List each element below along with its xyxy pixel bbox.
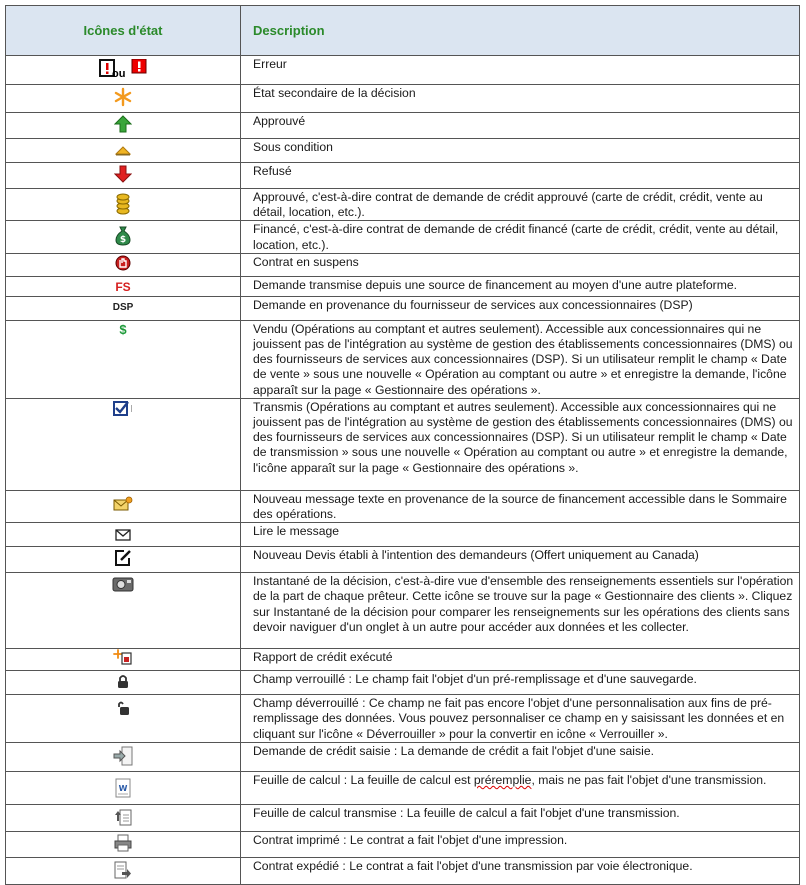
- checkbox-icon: [113, 400, 133, 416]
- row-description: Nouveau message texte en provenance de la source de financement accessible dans le Sommaire des opérations.: [241, 490, 800, 522]
- new-message-icon: [113, 496, 133, 512]
- row-description: Feuille de calcul transmise : La feuille de calcul a fait l'objet d'une transmission.: [241, 804, 800, 831]
- row-description: Champ déverrouillé : Ce champ ne fait pas encore l'objet d'une personnalisation aux fins de pré-remplissage des données. Vous pouvez personnaliser ce champ en y saisissant les données et en cliquant sur l'icône « Déverrouiller » pour la convertir en icône « Verrouiller ».: [241, 695, 800, 743]
- table-header: [6, 6, 800, 56]
- contract-sent-icon: [114, 861, 132, 879]
- table-row: [6, 253, 800, 276]
- entered-application-icon: [113, 746, 133, 766]
- table-row: [6, 490, 800, 522]
- row-description: Demande de crédit saisie : La demande de crédit a fait l'objet d'une saisie.: [241, 742, 800, 771]
- svg-text:W: W: [118, 783, 128, 793]
- table-row: [6, 221, 800, 253]
- credit-report-icon: [113, 649, 133, 665]
- row-description: Contrat expédié : Le contrat a fait l'objet d'une transmission par voie électronique.: [241, 857, 800, 884]
- row-description: Financé, c'est-à-dire contrat de demande de crédit financé (carte de crédit, crédit, vente au détail, location, etc.).: [241, 221, 800, 253]
- conditional-icon: [115, 146, 131, 156]
- or-label: ou: [112, 68, 126, 80]
- row-description: Sous condition: [241, 139, 800, 163]
- row-description: Nouveau Devis établi à l'intention des demandeurs (Offert uniquement au Canada): [241, 547, 800, 573]
- secondary-state-icon: [113, 87, 133, 107]
- table-row: [6, 671, 800, 695]
- table-row: [6, 573, 800, 649]
- table-row: [6, 56, 800, 85]
- lock-icon: [117, 674, 129, 689]
- hold-icon: [115, 255, 131, 271]
- dsp-icon: DSP: [112, 301, 134, 313]
- table-row: [6, 296, 800, 320]
- table-row: [6, 831, 800, 857]
- row-description: Lire le message: [241, 523, 800, 547]
- envelope-icon: [115, 529, 131, 541]
- row-description: Approuvé, c'est-à-dire contrat de demande de crédit approuvé (carte de crédit, crédit, vente au détail, location, etc.).: [241, 189, 800, 221]
- table-row: [6, 523, 800, 547]
- worksheet-icon: [115, 778, 131, 798]
- row-description: Vendu (Opérations au comptant et autres seulement). Accessible aux concessionnaires qui ne jouissent pas de l'intégration au système de gestion des établissements concessionnaires (DMS) ou des fournisseurs de services aux concessionnaires (DSP). Si un utilisateur remplit le champ « Date de vente » sous une nouvelle « Opération au comptant ou autre » et enregistre la demande, l'icône apparaît sur la page « Gestionnaire des opérations ».: [241, 320, 800, 398]
- printer-icon: [114, 834, 132, 852]
- edit-quote-icon: [114, 549, 132, 567]
- table-row: [6, 139, 800, 163]
- table-row: [6, 857, 800, 884]
- fs-icon: FS: [115, 279, 131, 294]
- row-description: Refusé: [241, 163, 800, 189]
- table-row: [6, 113, 800, 139]
- table-row: [6, 320, 800, 398]
- table-row: [6, 276, 800, 296]
- row-description: Contrat en suspens: [241, 253, 800, 276]
- table-row: [6, 85, 800, 113]
- row-description: Demande transmise depuis une source de financement au moyen d'une autre plateforme.: [241, 276, 800, 296]
- worksheet-sent-icon: [114, 808, 132, 826]
- table-row: [6, 189, 800, 221]
- row-description: État secondaire de la décision: [241, 85, 800, 113]
- table-row: [6, 398, 800, 490]
- table-row: [6, 649, 800, 671]
- table-row: [6, 804, 800, 831]
- row-description: Approuvé: [241, 113, 800, 139]
- header-icons: Icônes d'état: [6, 6, 241, 56]
- dollar-icon: $: [119, 321, 127, 337]
- money-bag-icon: [115, 226, 131, 246]
- row-description: Rapport de crédit exécuté: [241, 649, 800, 671]
- row-description: Feuille de calcul : La feuille de calcul est préremplie, mais ne pas fait l'objet d'une transmission.: [241, 771, 800, 804]
- table-row: [6, 695, 800, 743]
- table-row: [6, 742, 800, 771]
- header-description: Description: [241, 6, 800, 56]
- table-row: [6, 547, 800, 573]
- table-row: [6, 163, 800, 189]
- row-description: Transmis (Opérations au comptant et autres seulement). Accessible aux concessionnaires qui ne jouissent pas de l'intégration au système de gestion des établissements concessionnaires (DMS) ou des fournisseurs de services aux concessionnaires (DSP). Si un utilisateur remplit le champ « Date de transmission » sous une nouvelle « Opération au comptant ou autre » et enregistre la demande, l'icône apparaît sur la page « Gestionnaire des opérations ».: [241, 398, 800, 490]
- svg-text:$: $: [119, 235, 127, 246]
- row-description: Demande en provenance du fournisseur de services aux concessionnaires (DSP): [241, 296, 800, 320]
- row-description: Contrat imprimé : Le contrat a fait l'objet d'une impression.: [241, 831, 800, 857]
- unlock-icon: [116, 701, 130, 716]
- row-description: Instantané de la décision, c'est-à-dire vue d'ensemble des renseignements essentiels sur l'opération de la part de chaque prêteur. Cette icône se trouve sur la page « Gestionnaire des clients ». Cliquez sur Instantané de la décision pour comparer les renseignements sur les opérations des clients sans devoir naviguer d'un onglet à un autre pour accéder aux données et les collecter.: [241, 573, 800, 649]
- row-description: Erreur: [241, 56, 800, 85]
- camera-icon: [112, 576, 134, 592]
- row-description: Champ verrouillé : Le champ fait l'objet d'un pré-remplissage et d'une sauvegarde.: [241, 671, 800, 695]
- refused-arrow-icon: [114, 165, 132, 183]
- approved-arrow-icon: [114, 115, 132, 133]
- table-row: [6, 771, 800, 804]
- status-icons-table: [5, 5, 800, 885]
- coins-icon: [116, 193, 130, 215]
